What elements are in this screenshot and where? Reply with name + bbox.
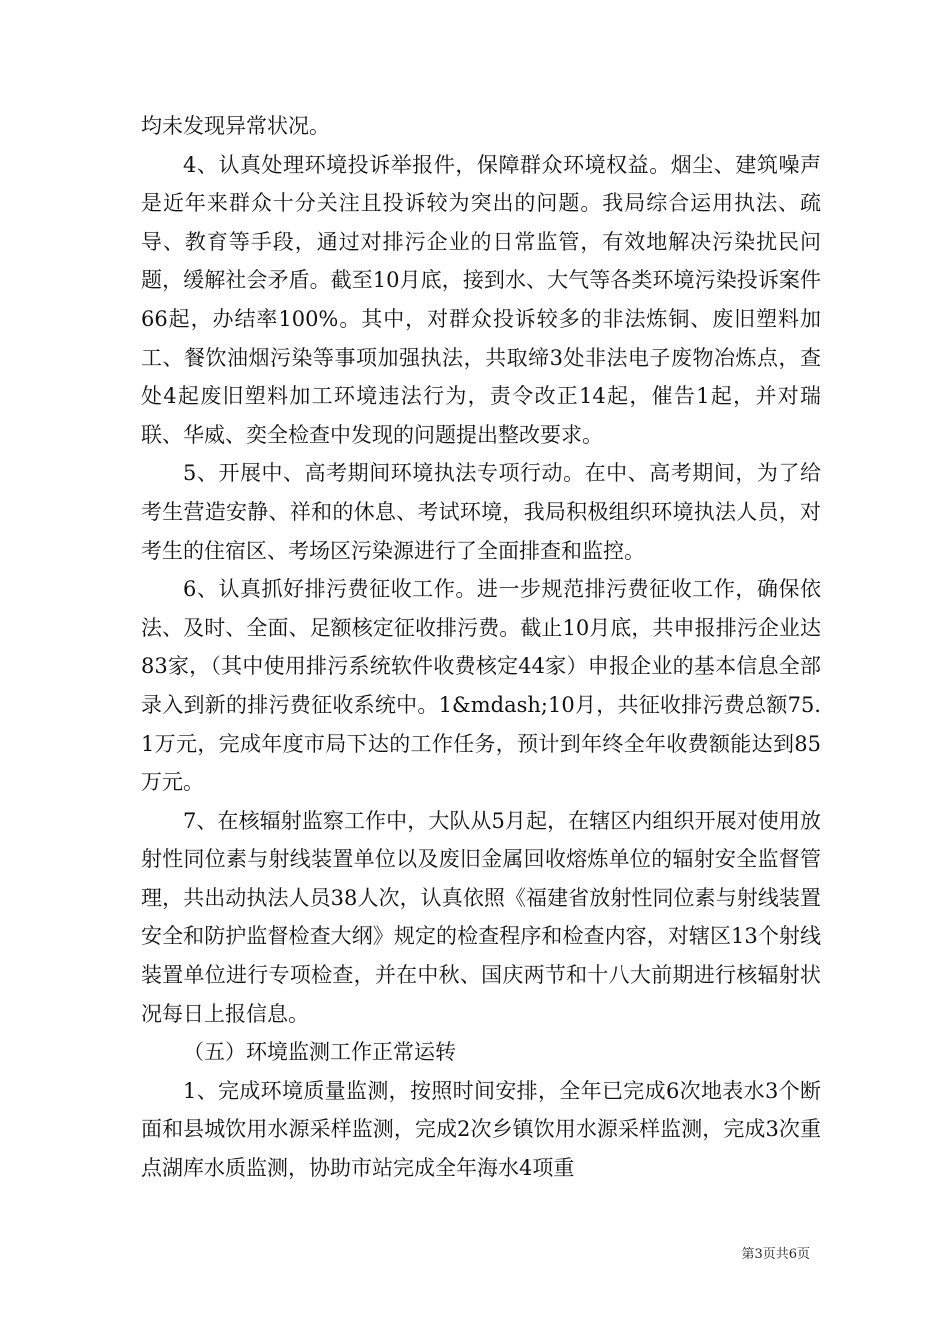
section-heading: （五）环境监测工作正常运转 xyxy=(183,1040,456,1065)
paragraph-item-5: 5、开展中、高考期间环境执法专项行动。在中、高考期间，为了给考生营造安静、祥和的休息、考试环境，我局积极组织环境执法人员，对考生的住宿区、考场区污染源进行了全面排查和监控。 xyxy=(141,461,821,563)
paragraph-monitoring-1: 1、完成环境质量监测，按照时间安排，全年已完成6次地表水3个断面和县城饮用水源采样监测，完成2次乡镇饮用水源采样监测，完成3次重点湖库水质监测，协助市站完成全年海水4项重 xyxy=(141,1078,821,1181)
paragraph-item-6: 6、认真抓好排污费征收工作。进一步规范排污费征收工作，确保依法、及时、全面、足额核定征收排污费。截止10月底，共申报排污企业达83家，（其中使用排污系统软件收费核定44家）申报企业的基本信息全部录入到新的排污费征收系统中。1&mdash;10月，共征收排污费总额75.1万元，完成年度市局下达的工作任务，预计到年终全年收费额能达到85万元。 xyxy=(141,577,821,795)
paragraph-item-7: 7、在核辐射监察工作中，大队从5月起，在辖区内组织开展对使用放射性同位素与射线装置单位以及废旧金属回收熔炼单位的辐射安全监督管理，共出动执法人员38人次，认真依照《福建省放射性同位素与射线装置安全和防护监督检查大纲》规定的检查程序和检查内容，对辖区13个射线装置单位进行专项检查，并在中秋、国庆两节和十八大前期进行核辐射状况每日上报信息。 xyxy=(141,808,821,1026)
paragraph-continuation: 均未发现异常状况。 xyxy=(141,114,330,138)
paragraph-item-4: 4、认真处理环境投诉举报件，保障群众环境权益。烟尘、建筑噪声是近年来群众十分关注且投诉较为突出的问题。我局综合运用执法、疏导、教育等手段，通过对排污企业的日常监管，有效地解决污染扰民问题，缓解社会矛盾。截至10月底，接到水、大气等各类环境污染投诉案件66起，办结率100%。其中，对群众投诉较多的非法炼铜、废旧塑料加工、餐饮油烟污染等事项加强执法，共取缔3处非法电子废物冶炼点，查处4起废旧塑料加工环境违法行为，责令改正14起，催告1起，并对瑞联、华威、奕全检查中发现的问题提出整改要求。 xyxy=(141,152,821,447)
document-body xyxy=(141,107,821,1188)
page-number: 第3页共6页 xyxy=(741,1247,810,1262)
